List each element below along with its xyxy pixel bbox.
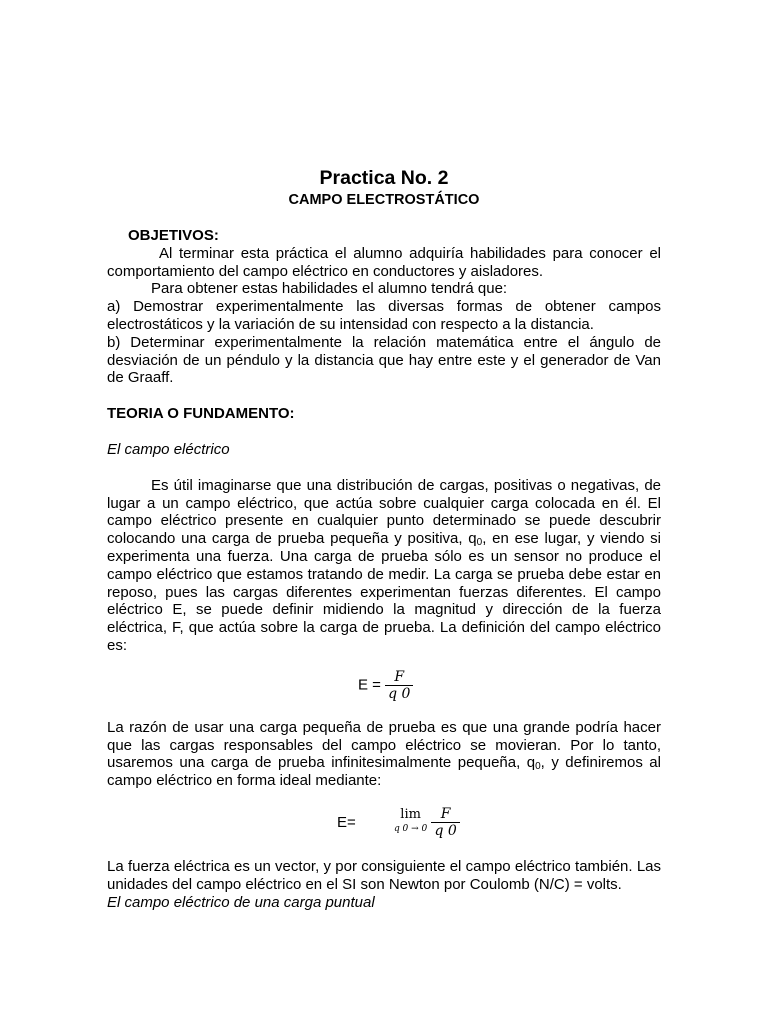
formula-2-numerator: F bbox=[431, 806, 459, 823]
theory-paragraph-1 bbox=[107, 477, 661, 655]
paragraph-2-text-a: La razón de usar una carga pequeña de prueba es que una grande podría hacer que las cargas responsables del campo eléctrico se movieran. Por lo tanto, usaremos una carga de prueba infinitesimalmente pequeña, q bbox=[107, 718, 661, 772]
objectives-intro: Al terminar esta práctica el alumno adquiría habilidades para conocer el comportamiento del campo eléctrico en conductores y aisladores. bbox=[107, 244, 661, 280]
formula-2-fraction bbox=[431, 806, 459, 839]
objectives-heading: OBJETIVOS: bbox=[128, 227, 219, 244]
formula-2-lhs: E= bbox=[337, 813, 356, 831]
objective-item-b: b) Determinar experimentalmente la relación matemática entre el ángulo de desviación de un péndulo y la distancia que hay entre este y el generador de Van de Graaff. bbox=[107, 333, 661, 387]
paragraph-1-text-a: Es útil imaginarse que una distribución de cargas, positivas o negativas, de lugar a un campo eléctrico, que actúa sobre cualquier carga colocada en él. El campo eléctrico presente en cualquier punto determinado se puede descubrir colocando una carga de prueba pequeña y positiva, q bbox=[107, 476, 661, 548]
formula-2-lim-word: lim bbox=[400, 807, 421, 823]
theory-subheading: El campo eléctrico bbox=[107, 440, 230, 458]
formula-1-denominator: q 0 bbox=[388, 685, 411, 702]
theory-paragraph-3: La fuerza eléctrica es un vector, y por consiguiente el campo eléctrico también. Las unidades del campo eléctrico en el SI son Newton por Coulomb (N/C) = volts. bbox=[107, 857, 661, 893]
objective-item-a: a) Demostrar experimentalmente las diversas formas de obtener campos electrostáticos y la variación de su intensidad con respecto a la distancia. bbox=[107, 298, 661, 333]
subscript-zero: 0 bbox=[476, 537, 483, 549]
formula-1-lhs: E = bbox=[358, 676, 381, 694]
theory-subheading-2: El campo eléctrico de una carga puntual bbox=[107, 893, 375, 911]
formula-field-limit bbox=[107, 800, 661, 852]
formula-2-lim-subscript: q 0 → 0 bbox=[393, 824, 428, 835]
paragraph-2-text-b: , y definiremos al campo eléctrico en forma ideal mediante: bbox=[107, 754, 661, 790]
theory-heading: TEORIA O FUNDAMENTO: bbox=[107, 405, 295, 423]
page-title: Practica No. 2 bbox=[319, 167, 449, 189]
page-subtitle: CAMPO ELECTROSTÁTICO bbox=[288, 192, 480, 208]
theory-paragraph-2 bbox=[107, 719, 661, 790]
subscript-zero-2: 0 bbox=[535, 761, 541, 773]
formula-2-limit bbox=[394, 808, 427, 836]
formula-2-denominator: q 0 bbox=[434, 822, 457, 839]
document-body bbox=[107, 166, 661, 911]
objectives-lead: Para obtener estas habilidades el alumno tendrá que: bbox=[151, 280, 508, 298]
formula-field-definition bbox=[107, 663, 661, 711]
paragraph-1-text-b: , en ese lugar, y viendo si experimenta una fuerza. Una carga de prueba sólo es un sensor no produce el campo eléctrico que estamos tratando de medir. La carga se prueba debe estar en reposo, pues las cargas diferentes experimentan fuerzas diferentes. El campo eléctrico E, se puede definir midiendo la magnitud y dirección de la fuerza eléctrica, F, que actúa sobre la carga de prueba. La definición del campo eléctrico es: bbox=[107, 530, 661, 654]
formula-1-numerator: F bbox=[385, 669, 413, 686]
formula-1-fraction bbox=[385, 669, 413, 702]
